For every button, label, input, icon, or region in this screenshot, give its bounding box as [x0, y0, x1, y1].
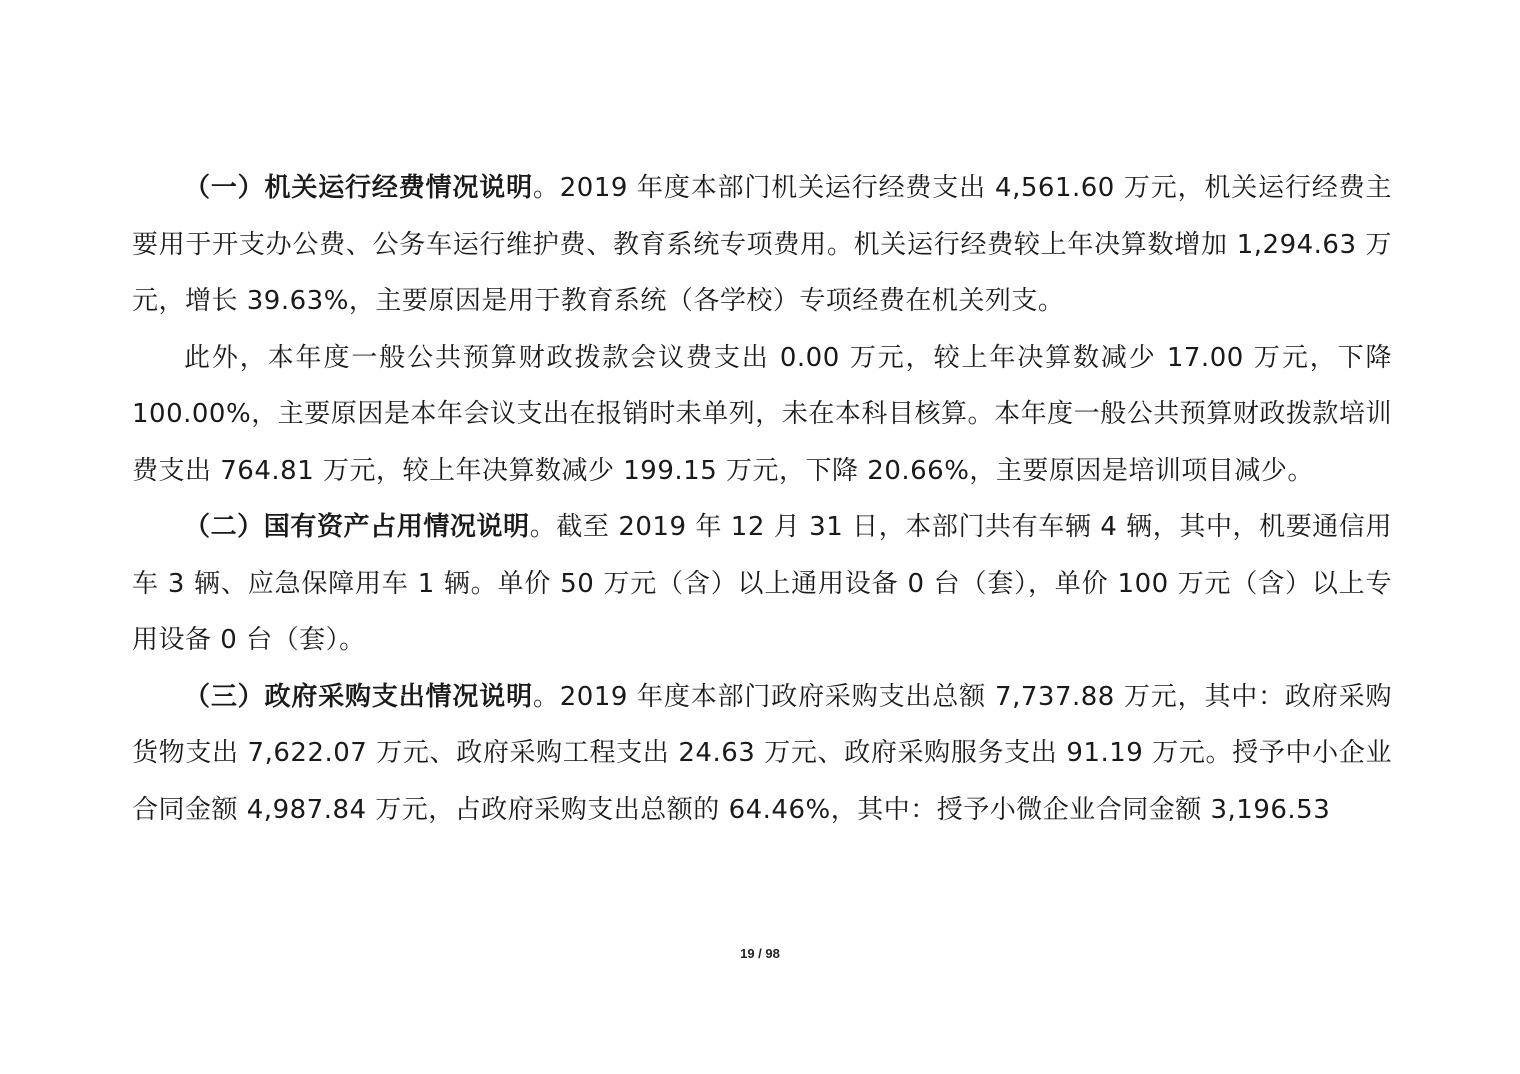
paragraph-state-assets — [132, 499, 1392, 669]
paragraph-meeting-training-fees — [132, 330, 1392, 500]
section-heading-state-assets: （二）国有资产占用情况说明 — [184, 512, 530, 542]
paragraph-text: 。2019 年度本部门机关运行经费支出 4,561.60 万元，机关运行经费主要用于开支办公费、公务车运行维护费、教育系统专项费用。机关运行经费较上年决算数增加 1,294.63 万元，增长 39.63%，主要原因是用于教育系统（各学校）专项经费在机关列支。 — [132, 173, 1392, 316]
paragraph-text: 。截至 2019 年 12 月 31 日，本部门共有车辆 4 辆，其中，机要通信用车 3 辆、应急保障用车 1 辆。单价 50 万元（含）以上通用设备 0 台（套），单价 100 万元（含）以上专用设备 0 台（套）。 — [132, 512, 1392, 655]
section-heading-government-procurement: （三）政府采购支出情况说明 — [184, 681, 533, 712]
page-number: 19 / 98 — [740, 946, 780, 961]
paragraph-operating-expenses — [132, 160, 1392, 330]
paragraph-text: 此外，本年度一般公共预算财政拨款会议费支出 0.00 万元，较上年决算数减少 17.00 万元，下降 100.00%，主要原因是本年会议支出在报销时未单列，未在本科目核算。本年度一般公共预算财政拨款培训费支出 764.81 万元，较上年决算数减少 199.15 万元，下降 20.66%，主要原因是培训项目减少。 — [132, 342, 1392, 486]
paragraph-text: 。2019 年度本部门政府采购支出总额 7,737.88 万元，其中：政府采购货物支出 7,622.07 万元、政府采购工程支出 24.63 万元、政府采购服务支出 91.19 万元。授予中小企业合同金额 4,987.84 万元，占政府采购支出总额的 64.46%，其中：授予小微企业合同金额 3,196.53 — [132, 681, 1392, 825]
paragraph-government-procurement — [132, 669, 1392, 839]
document-body — [132, 160, 1392, 838]
section-heading-operating-expenses: （一）机关运行经费情况说明 — [184, 173, 533, 203]
